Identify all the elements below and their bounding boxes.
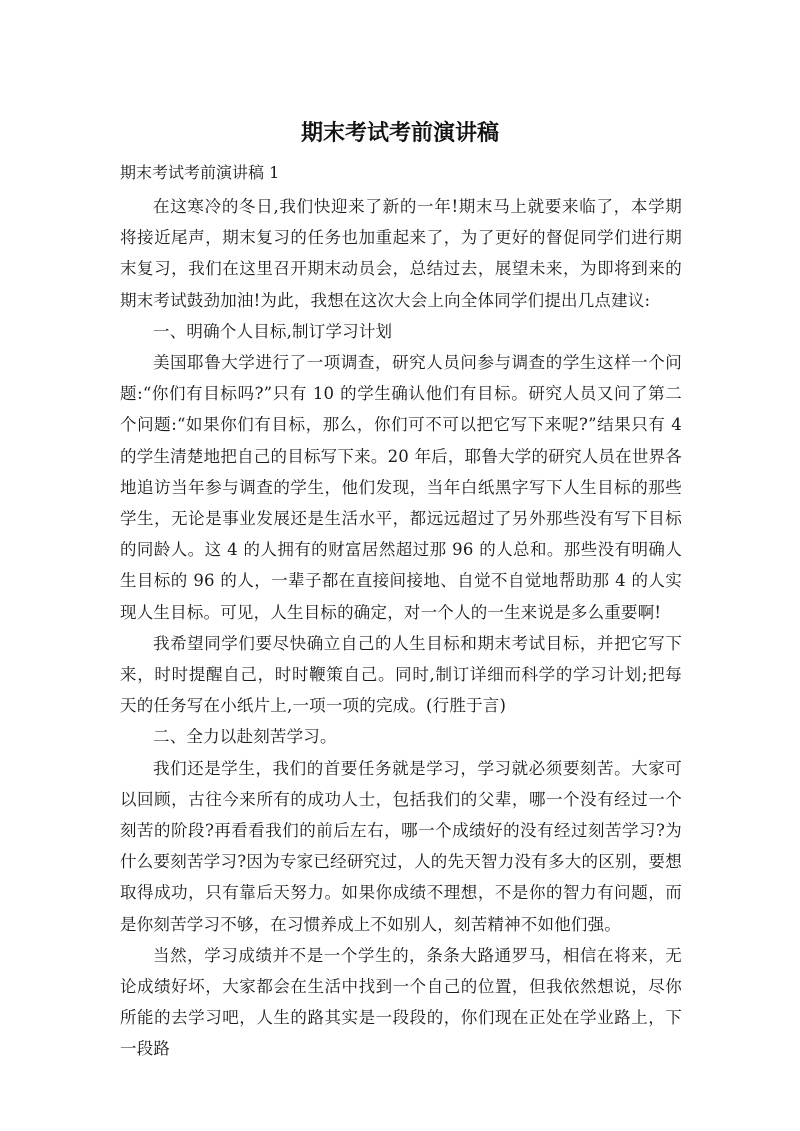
- paragraph: 我们还是学生，我们的首要任务就是学习，学习就必须要刻苦。大家可以回顾，古往今来所有的成功人士，包括我们的父辈，哪一个没有经过一个刻苦的阶段?再看看我们的前后左右，哪一个成绩好的没有经过刻苦学习?为什么要刻苦学习?因为专家已经研究过，人的先天智力没有多大的区别，要想取得成功，只有靠后天努力。如果你成绩不理想，不是你的智力有问题，而是你刻苦学习不够，在习惯养成上不如别人，刻苦精神不如他们强。: [120, 758, 682, 934]
- section-heading: 一、明确个人目标,制订学习计划: [153, 321, 393, 341]
- paragraph: 美国耶鲁大学进行了一项调查，研究人员问参与调查的学生这样一个问题:“你们有目标吗?”只有 10 的学生确认他们有目标。研究人员又问了第二个问题:“如果你们有目标，那么，你们可不可以把它写下来呢?”结果只有 4 的学生清楚地把自己的目标写下来。20 年后，耶鲁大学的研究人员在世界各地追访当年参与调查的学生，他们发现，当年白纸黑字写下人生目标的那些学生，无论是事业发展还是生活水平，都远远超过了另外那些没有写下目标的同龄人。这 4 的人拥有的财富居然超过那 96 的人总和。那些没有明确人生目标的 96 的人，一辈子都在直接间接地、自觉不自觉地帮助那 4 的人实现人生目标。可见，人生目标的确定，对一个人的一生来说是多么重要啊!: [120, 353, 682, 622]
- document-title: 期末考试考前演讲稿: [300, 121, 499, 146]
- paragraph: 当然，学习成绩并不是一个学生的，条条大路通罗马，相信在将来，无论成绩好坏，大家都会在生活中找到一个自己的位置，但我依然想说，尽你所能的去学习吧，人生的路其实是一段段的，你们现在正处在学业路上，下一段路: [120, 945, 682, 1059]
- section-heading: 二、全力以赴刻苦学习。: [153, 727, 337, 747]
- document-subtitle: 期末考试考前演讲稿 1: [120, 163, 280, 182]
- paragraph: 我希望同学们要尽快确立自己的人生目标和期末考试目标，并把它写下来，时时提醒自己，时时鞭策自己。同时,制订详细而科学的学习计划;把每天的任务写在小纸片上,一项一项的完成。(行胜于言): [120, 633, 682, 716]
- document-body: [120, 191, 682, 1065]
- paragraph: 在这寒冷的冬日,我们快迎来了新的一年!期末马上就要来临了，本学期将接近尾声，期末复习的任务也加重起来了，为了更好的督促同学们进行期末复习，我们在这里召开期末动员会，总结过去，展望未来，为即将到来的期末考试鼓劲加油!为此，我想在这次大会上向全体同学们提出几点建议:: [120, 197, 682, 310]
